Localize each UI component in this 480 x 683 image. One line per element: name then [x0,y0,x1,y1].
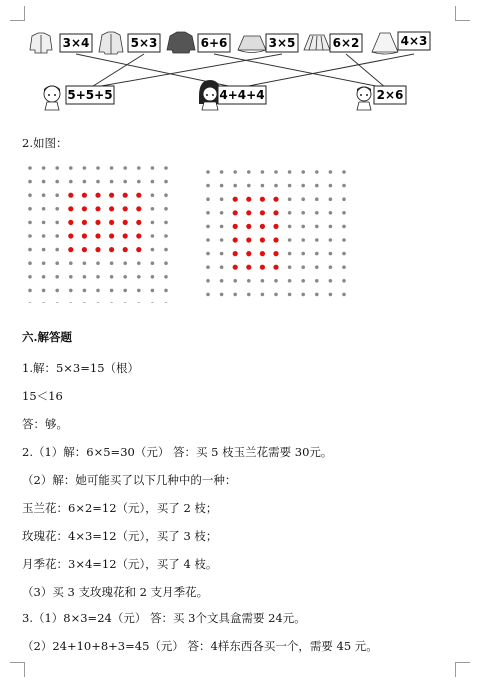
grid-dot [220,279,224,283]
red-dot [136,233,141,238]
grid-dot [42,275,46,279]
grid-dot [42,221,46,225]
grid-dot [329,238,333,242]
grid-dot [288,170,292,174]
grid-dot [28,261,32,265]
skirt-icon [238,36,266,53]
answer-line: 3.（1）8×3=24（元） 答：买 3个文具盒需要 24元。 [22,611,306,625]
answer-line: 2.（1）解：6×5=30（元） 答：买 5 枝玉兰花需要 30元。 [22,445,333,459]
grid-dot [55,234,59,238]
grid-dot [28,234,32,238]
grid-dot [83,275,87,279]
jacket-icon [30,33,52,53]
crop-mark-bottom-right [455,662,470,677]
grid-dot [137,261,141,265]
grid-dot [315,225,319,229]
grid-dot [315,265,319,269]
grid-dot [329,184,333,188]
grid-dot [137,289,141,293]
red-dot [273,224,278,229]
grid-dot [315,293,319,297]
red-dot [246,237,251,242]
boy-icon [44,86,60,111]
grid-dot [164,289,168,293]
grid-dot [137,166,141,170]
grid-dot [42,207,46,211]
grid-dot [329,170,333,174]
grid-dot [123,302,127,303]
red-dot [136,206,141,211]
answer-line: （3）买 3 支玫瑰花和 2 支月季花。 [22,585,209,599]
grid-dot [110,261,114,265]
grid-dot [206,293,210,297]
red-dot [68,233,73,238]
red-dot [68,220,73,225]
red-dot [260,237,265,242]
answer-line: 月季花：3×4=12（元），买了 4 枝。 [22,557,218,571]
grid-dot [110,302,114,303]
red-dot [273,210,278,215]
expr-text: 4+4+4 [219,88,265,102]
grid-dot [83,166,87,170]
grid-dot [288,252,292,256]
grid-dot [28,221,32,225]
grid-dot [110,289,114,293]
grid-dot [329,252,333,256]
red-dot [82,193,87,198]
grid-dot [220,197,224,201]
grid-dot [206,197,210,201]
grid-dot [288,184,292,188]
red-dot [260,265,265,270]
red-dot [123,220,128,225]
grid-dot [164,302,168,303]
grid-dot [96,275,100,279]
grid-dot [28,207,32,211]
grid-dot [220,170,224,174]
red-dot [273,251,278,256]
dot-grid-right [198,164,358,304]
matching-exercise [0,0,480,115]
grid-dot [206,252,210,256]
red-dot [68,193,73,198]
grid-dot [261,293,265,297]
grid-dot [342,265,346,269]
answer-line: 玫瑰花：4×3=12（元），买了 3 枝； [22,529,218,543]
section-2-label: 2.如图： [22,136,68,150]
grid-dot [28,193,32,197]
expr-text: 2×6 [376,88,404,102]
grid-dot [55,275,59,279]
grid-dot [206,265,210,269]
grid-dot [288,265,292,269]
red-dot [136,247,141,252]
grid-dot [288,197,292,201]
answer-line: 玉兰花：6×2=12（元），买了 2 枝； [22,501,218,515]
grid-dot [315,238,319,242]
red-dot [233,265,238,270]
grid-dot [288,279,292,283]
sweater-icon [167,32,195,53]
grid-dot [164,248,168,252]
red-dot [233,197,238,202]
grid-dot [164,221,168,225]
red-dot [246,265,251,270]
grid-dot [288,293,292,297]
grid-dot [233,279,237,283]
grid-dot [220,225,224,229]
grid-dot [301,238,305,242]
red-dot [109,233,114,238]
grid-dot [96,302,100,303]
grid-dot [151,261,155,265]
grid-dot [206,211,210,215]
grid-dot [315,252,319,256]
grid-dot [151,275,155,279]
coat-icon [99,32,123,54]
clothing-skirt-group [238,34,298,53]
clothing-sweater-group [167,32,230,53]
kid-boy-group [44,86,114,111]
grid-dot [83,289,87,293]
red-dot [273,265,278,270]
red-dot [123,193,128,198]
grid-dot [69,180,73,184]
grid-dot [164,261,168,265]
grid-dot [137,275,141,279]
grid-dot [329,197,333,201]
grid-dot [329,225,333,229]
red-dot [95,220,100,225]
grid-dot [69,166,73,170]
expr-text: 5+5+5 [67,88,113,102]
grid-dot [315,279,319,283]
answer-line: （2）24+10+8+3=45（元） 答：4样东西各买一个，需要 45 元。 [22,639,378,653]
grid-dot [110,166,114,170]
grid-dot [301,170,305,174]
red-dot [233,251,238,256]
red-dot [82,233,87,238]
grid-dot [69,275,73,279]
red-dot [95,233,100,238]
grid-dot [96,166,100,170]
answer-line: 15＜16 [22,389,63,403]
grid-dot [329,279,333,283]
grid-dot [83,261,87,265]
grid-dot [164,166,168,170]
grid-dot [247,184,251,188]
red-dot [233,237,238,242]
grid-dot [301,293,305,297]
grid-dot [55,302,59,303]
red-dot [68,247,73,252]
grid-dot [261,184,265,188]
red-dot [95,193,100,198]
kid-child-group [357,86,406,110]
grid-dot [96,261,100,265]
grid-dot [96,180,100,184]
grid-dot [123,275,127,279]
grid-dot [342,184,346,188]
red-dot [260,251,265,256]
grid-dot [329,293,333,297]
grid-dot [220,184,224,188]
grid-dot [55,261,59,265]
grid-dot [342,170,346,174]
grid-dot [110,275,114,279]
red-dot [260,197,265,202]
match-line [238,54,414,88]
grid-dot [83,180,87,184]
grid-dot [220,293,224,297]
grid-dot [206,225,210,229]
red-dot [136,193,141,198]
grid-dot [42,166,46,170]
grid-dot [28,289,32,293]
grid-dot [151,221,155,225]
grid-dot [301,265,305,269]
grid-dot [55,180,59,184]
grid-dot [301,225,305,229]
grid-dot [137,180,141,184]
dress-icon [372,33,398,54]
expr-text: 6+6 [200,36,228,50]
grid-dot [342,293,346,297]
red-dot [109,206,114,211]
grid-dot [315,197,319,201]
grid-dot [42,193,46,197]
answer-line: 1.解：5×3=15（根） [22,361,140,375]
grid-dot [247,293,251,297]
red-dot [273,197,278,202]
red-dot [246,224,251,229]
red-dot [82,247,87,252]
grid-dot [69,261,73,265]
grid-dot [151,248,155,252]
grid-dot [42,261,46,265]
grid-dot [164,275,168,279]
red-dot [246,251,251,256]
grid-dot [261,170,265,174]
grid-dot [42,234,46,238]
grid-dot [42,289,46,293]
expr-text: 6×2 [332,36,360,50]
grid-dot [164,234,168,238]
grid-dot [151,207,155,211]
grid-dot [42,180,46,184]
grid-dot [55,207,59,211]
grid-dot [342,225,346,229]
expr-text: 3×4 [62,36,90,50]
grid-dot [164,180,168,184]
clothing-jacket-group [30,33,92,53]
child-icon [357,87,371,111]
red-dot [68,206,73,211]
grid-dot [261,279,265,283]
grid-dot [164,193,168,197]
crop-mark-bottom-left [10,662,25,677]
red-dot [123,206,128,211]
grid-dot [315,211,319,215]
expr-text: 4×3 [400,34,428,48]
grid-dot [315,184,319,188]
red-dot [260,210,265,215]
dot-grid-left [20,158,190,303]
grid-dot [151,302,155,303]
grid-dot [110,180,114,184]
grid-dot [206,279,210,283]
red-dot [123,247,128,252]
grid-dot [274,170,278,174]
grid-dot [220,265,224,269]
grid-dot [55,193,59,197]
grid-dot [220,211,224,215]
grid-dot [28,166,32,170]
grid-dot [69,302,73,303]
grid-dot [137,302,141,303]
grid-dot [206,238,210,242]
grid-dot [69,289,73,293]
grid-dot [329,265,333,269]
clothing-pleated-skirt-group [304,34,362,52]
grid-dot [329,211,333,215]
grid-dot [274,279,278,283]
answer-line: 答：够。 [22,417,68,431]
grid-dot [83,302,87,303]
clothing-coat-group [99,32,160,54]
red-dot [82,206,87,211]
grid-dot [288,211,292,215]
grid-dot [42,302,46,303]
red-dot [246,210,251,215]
match-line [214,54,386,88]
grid-dot [151,193,155,197]
match-line [90,54,282,88]
grid-dot [342,238,346,242]
grid-dot [301,197,305,201]
grid-dot [55,166,59,170]
grid-dot [301,211,305,215]
grid-dot [233,293,237,297]
section-6-title: 六.解答题 [22,330,73,344]
red-dot [109,193,114,198]
grid-dot [233,170,237,174]
grid-dot [342,279,346,283]
matching-lines [76,54,414,88]
grid-dot [301,252,305,256]
grid-dot [220,238,224,242]
grid-dot [288,238,292,242]
grid-dot [123,261,127,265]
grid-dot [42,248,46,252]
red-dot [95,206,100,211]
red-dot [82,220,87,225]
red-dot [260,224,265,229]
red-dot [273,237,278,242]
grid-dot [151,180,155,184]
grid-dot [151,166,155,170]
grid-dot [55,289,59,293]
expr-text: 3×5 [268,36,296,50]
red-dot [123,233,128,238]
grid-dot [28,302,32,303]
red-dot [109,247,114,252]
grid-dot [206,184,210,188]
red-dot [109,220,114,225]
match-line [346,54,386,88]
grid-dot [342,211,346,215]
grid-dot [301,184,305,188]
clothing-dress-group [372,32,430,54]
grid-dot [247,170,251,174]
grid-dot [301,279,305,283]
grid-dot [342,252,346,256]
grid-dot [123,166,127,170]
grid-dot [220,252,224,256]
grid-dot [206,170,210,174]
red-dot [233,210,238,215]
grid-dot [164,207,168,211]
grid-dot [55,221,59,225]
grid-dot [96,289,100,293]
answer-line: （2）解：她可能买了以下几种中的一种： [22,473,237,487]
grid-dot [315,170,319,174]
grid-dot [55,248,59,252]
grid-dot [288,225,292,229]
expr-text: 5×3 [130,36,158,50]
red-dot [95,247,100,252]
grid-dot [342,197,346,201]
grid-dot [123,289,127,293]
red-dot [136,220,141,225]
grid-dot [28,248,32,252]
grid-dot [233,184,237,188]
grid-dot [28,180,32,184]
red-dot [233,224,238,229]
grid-dot [274,293,278,297]
grid-dot [28,275,32,279]
grid-dot [274,184,278,188]
pleated-skirt-icon [304,35,330,50]
grid-dot [247,279,251,283]
grid-dot [151,234,155,238]
grid-dot [123,180,127,184]
grid-dot [151,289,155,293]
red-dot [246,197,251,202]
